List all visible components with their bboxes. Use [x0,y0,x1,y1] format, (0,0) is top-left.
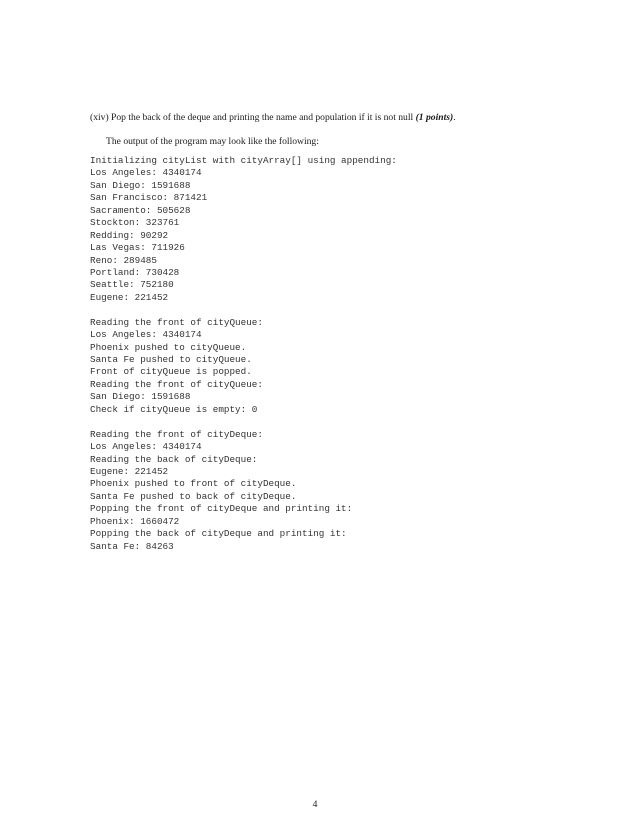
program-output [90,155,560,553]
instruction-end: . [453,112,456,123]
output-line: Popping the back of cityDeque and printing it: [90,528,347,540]
output-line: Sacramento: 505628 [90,204,191,216]
output-line: Los Angeles: 4340174 [90,329,202,341]
output-line: Eugene: 221452 [90,465,169,477]
output-line: Front of cityQueue is popped. [90,366,252,378]
output-line: Phoenix pushed to front of cityDeque. [90,478,297,490]
output-blank-line [90,416,560,428]
output-line: Reading the front of cityDeque: [90,428,263,440]
output-line: Initializing cityList with cityArray[] using appending: [90,155,397,166]
output-line: Santa Fe pushed to back of cityDeque. [90,490,297,502]
output-line: Reading the front of cityQueue: [90,316,263,328]
output-line: Santa Fe: 84263 [90,540,174,552]
output-blank-line [90,304,560,316]
output-line: Reading the front of cityQueue: [90,378,263,390]
output-line: San Diego: 1591688 [90,179,191,191]
output-line: Las Vegas: 711926 [90,242,185,254]
instruction-text: (xiv) Pop the back of the deque and printing the name and population if it is not null [90,112,416,123]
instruction-item [90,112,550,124]
page-number: 4 [312,799,318,810]
output-line: Los Angeles: 4340174 [90,441,202,453]
output-line: Reading the back of cityDeque: [90,453,258,465]
output-line: Reno: 289485 [90,254,157,266]
output-intro: The output of the program may look like the following: [106,136,319,147]
output-line: San Diego: 1591688 [90,391,191,403]
output-line: Phoenix: 1660472 [90,515,180,527]
output-line: Stockton: 323761 [90,217,180,229]
output-line: Portland: 730428 [90,266,180,278]
output-line: Phoenix pushed to cityQueue. [90,341,247,353]
instruction-points: (1 points) [415,112,454,123]
output-line: Redding: 90292 [90,229,169,241]
output-line: Seattle: 752180 [90,279,174,291]
output-line: Eugene: 221452 [90,291,169,303]
output-line: Santa Fe pushed to cityQueue. [90,354,252,365]
output-line: Popping the front of cityDeque and printing it: [90,503,353,515]
output-line: Los Angeles: 4340174 [90,167,202,179]
output-line: San Francisco: 871421 [90,192,208,204]
output-line: Check if cityQueue is empty: 0 [90,403,258,415]
